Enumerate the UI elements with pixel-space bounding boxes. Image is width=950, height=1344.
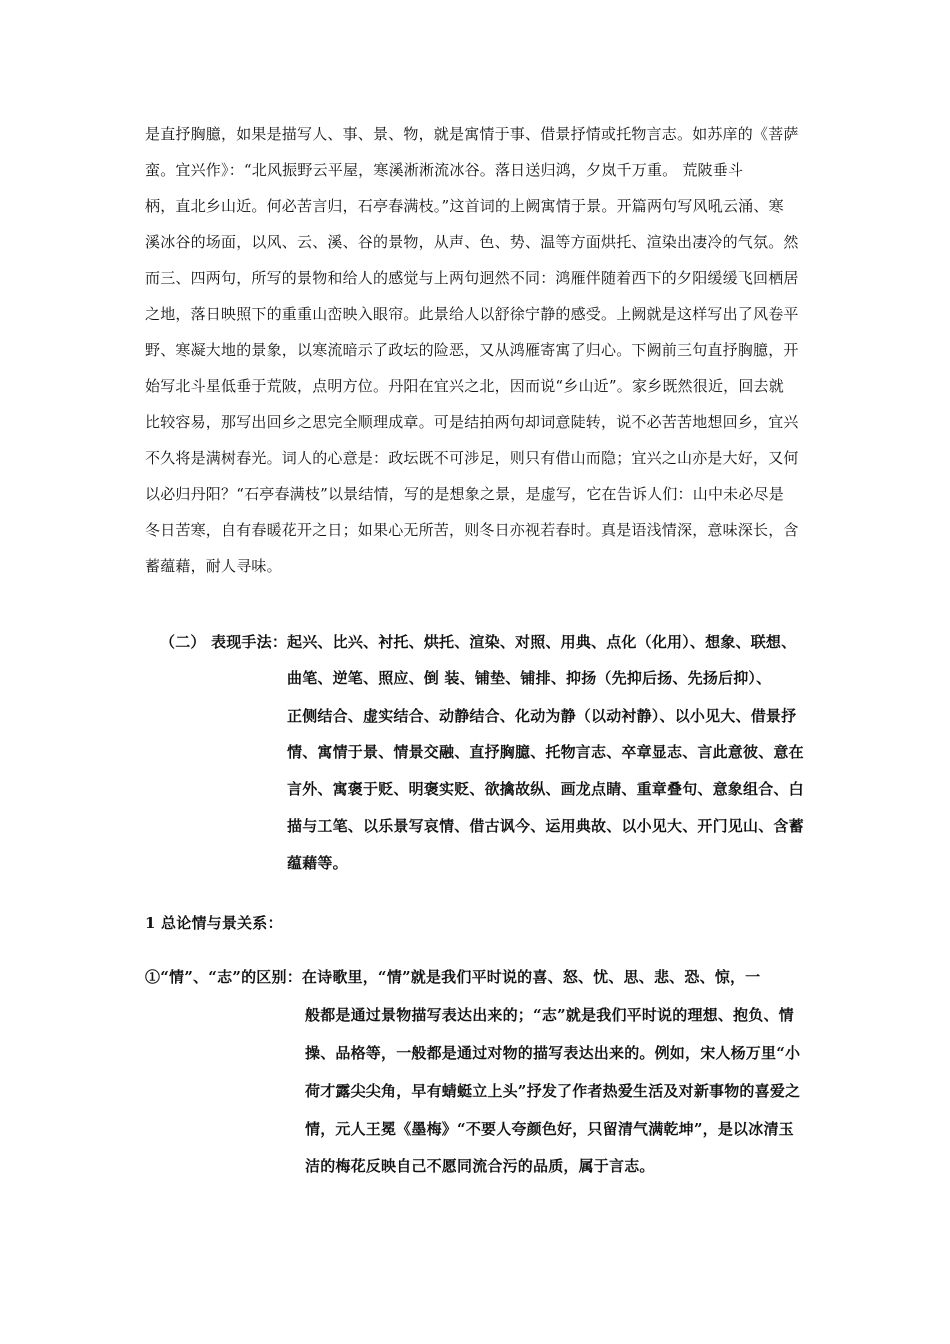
text-line: 荷才露尖尖角，早有蜻蜓立上头”抒发了作者热爱生活及对新事物的喜爱之 bbox=[305, 1082, 801, 1100]
text-line: 柄，直北乡山近。何必苦言归，石亭春满枝。”这首词的上阙寓情于景。开篇两句写风吼云涌、寒 bbox=[145, 197, 784, 215]
text-line: 操、品格等，一般都是通过对物的描写表达出来的。例如，宋人杨万里“小 bbox=[305, 1044, 801, 1062]
text-line: 冬日苦寒，自有春暖花开之日；如果心无所苦，则冬日亦视若春时。真是语浅情深，意味深长，含 bbox=[145, 521, 799, 539]
text-line: 描与工笔、以乐景写哀情、借古讽今、运用典故、以小见大、开门见山、含蓄 bbox=[287, 817, 804, 835]
text-line: 言外、寓褒于贬、明褒实贬、欲擒故纵、画龙点睛、重章叠句、意象组合、白 bbox=[287, 780, 804, 798]
text-line: 正侧结合、虚实结合、动静结合、化动为静（以动衬静）、以小见大、借景抒 bbox=[287, 707, 797, 725]
text-line: 以必归丹阳？“石亭春满枝”以景结情，写的是想象之景，是虚写，它在告诉人们：山中未必尽是 bbox=[145, 485, 784, 503]
text-line: 而三、四两句，所写的景物和给人的感觉与上两句迥然不同：鸿雁伴随着西下的夕阳缓缓飞回栖居 bbox=[145, 269, 799, 287]
text-line: 曲笔、逆笔、照应、倒 装、铺垫、铺排、抑扬（先抑后扬、先扬后抑）、 bbox=[287, 669, 772, 687]
text-line: 不久将是满树春光。词人的心意是：政坛既不可涉足，则只有借山而隐；宜兴之山亦是大好，又何 bbox=[145, 449, 799, 467]
text-line: 蛮。宜兴作》：“北风振野云平屋，寒溪淅淅流冰谷。落日送归鸿，夕岚千万重。 荒陂垂斗 bbox=[145, 161, 744, 179]
text-line: 溪冰谷的场面，以风、云、溪、谷的景物，从声、色、势、温等方面烘托、渲染出凄冷的气氛。然 bbox=[145, 233, 799, 251]
section-heading: 1 总论情与景关系： bbox=[145, 914, 283, 932]
text-line: 是直抒胸臆，如果是描写人、事、景、物，就是寓情于事、借景抒情或托物言志。如苏庠的《菩萨 bbox=[145, 125, 799, 143]
text-line: 始写北斗星低垂于荒陂，点明方位。丹阳在宜兴之北，因而说“乡山近”。家乡既然很近，回去就 bbox=[145, 377, 784, 395]
text-line: 情，元人王冕《墨梅》“不要人夸颜色好，只留清气满乾坤”，是以冰清玉 bbox=[305, 1120, 794, 1138]
text-line: 蕴藉等。 bbox=[287, 854, 348, 872]
text-line: 情、寓情于景、情景交融、直抒胸臆、托物言志、卒章显志、言此意彼、意在 bbox=[287, 743, 804, 761]
item-first-line: ①“情”、“志”的区别：在诗歌里，“情”就是我们平时说的喜、怒、忧、思、悲、恐、惊，一 bbox=[145, 968, 761, 986]
text-line: 之地，落日映照下的重重山峦映入眼帘。此景给人以舒徐宁静的感受。上阙就是这样写出了风卷平 bbox=[145, 305, 799, 323]
text-line: 野、寒凝大地的景象，以寒流暗示了政坛的险恶，又从鸿雁寄寓了归心。下阙前三句直抒胸臆，开 bbox=[145, 341, 799, 359]
text-line: 蓄蕴藉，耐人寻味。 bbox=[145, 557, 282, 575]
text-line: 比较容易，那写出回乡之思完全顺理成章。可是结拍两句却词意陡转，说不必苦苦地想回乡，宜兴 bbox=[145, 413, 799, 431]
text-line: 洁的梅花反映自己不愿同流合污的品质，属于言志。 bbox=[305, 1157, 655, 1175]
section-heading: （二） 表现手法：起兴、比兴、衬托、烘托、渲染、对照、用典、点化（化用）、想象、联想、 bbox=[160, 633, 797, 651]
text-line: 般都是通过景物描写表达出来的；“志”就是我们平时说的理想、抱负、情 bbox=[305, 1006, 794, 1024]
